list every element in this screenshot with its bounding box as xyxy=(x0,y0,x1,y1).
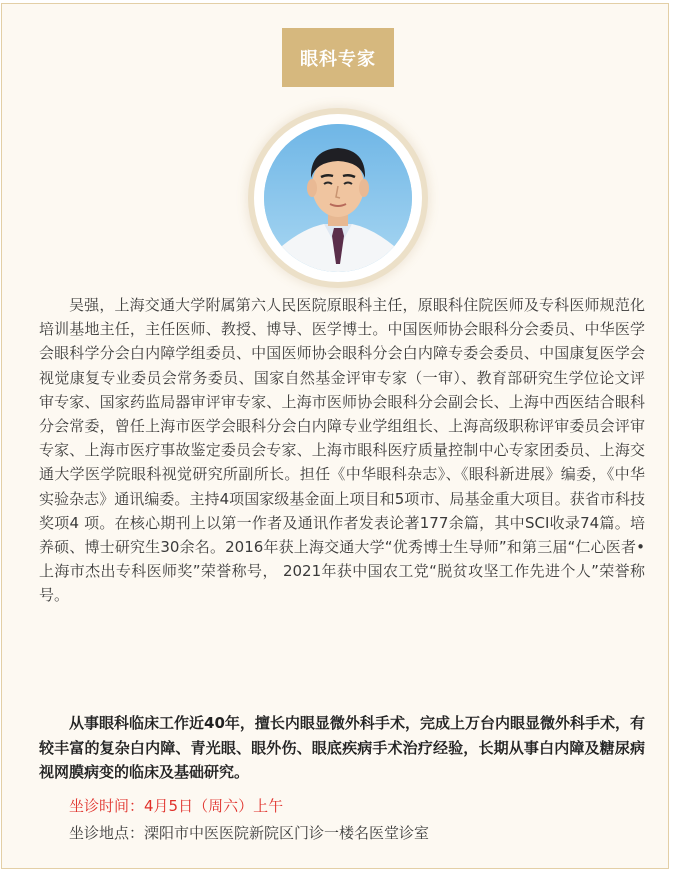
avatar-frame xyxy=(254,114,422,282)
clinic-time: 坐诊时间：4月5日（周六）上午 xyxy=(69,797,284,815)
title-badge xyxy=(282,28,394,87)
doctor-portrait-icon xyxy=(264,124,412,272)
title-badge-label: 眼科专家 xyxy=(300,48,376,70)
doctor-specialty: 从事眼科临床工作近40年，擅长内眼显微外科手术，完成上万台内眼显微外科手术，有较丰富的复杂白内障、青光眼、眼外伤、眼底疾病手术治疗经验，长期从事白内障及糖尿病视网膜病变的临床及基础研究。 xyxy=(39,714,645,781)
doctor-bio: 吴强，上海交通大学附属第六人民医院原眼科主任，原眼科住院医师及专科医师规范化培训基地主任，主任医师、教授、博导、医学博士。中国医师协会眼科分会委员、中华医学会眼科学分会白内障学组委员、中国医师协会眼科分会白内障专委会委员、中国康复医学会视觉康复专业委员会常务委员、国家自然基金评审专家（一审）、教育部研究生学位论文评审专家、国家药监局器审评审专家、上海市医师协会眼科分会副会长、上海中西医结合眼科分会常委，曾任上海市医学会眼科分会白内障专业学组组长、上海高级职称评审委员会评审专家、上海市医疗事故鉴定委员会专家、上海市眼科医疗质量控制中心专家团委员、上海交通大学医学院眼科视觉研究所副所长。担任《中华眼科杂志》、《眼科新进展》编委，《中华实验杂志》通讯编委。主持4项国家级基金面上项目和5项市、局基金重大项目。获省市科技奖项4 项。在核心期刊上以第一作者及通讯作者发表论著177余篇，其中SCI收录74篇。培养硕、博士研究生30余名。2016年获上海交通大学“优秀博士生导师”和第三届“仁心医者•上海市杰出专科医师奖”荣誉称号， 2021年获中国农工党“脱贫攻坚工作先进个人”荣誉称号。 xyxy=(39,296,645,605)
expert-card xyxy=(1,3,669,869)
clinic-location: 坐诊地点：溧阳市中医医院新院区门诊一楼名医堂诊室 xyxy=(69,824,430,842)
